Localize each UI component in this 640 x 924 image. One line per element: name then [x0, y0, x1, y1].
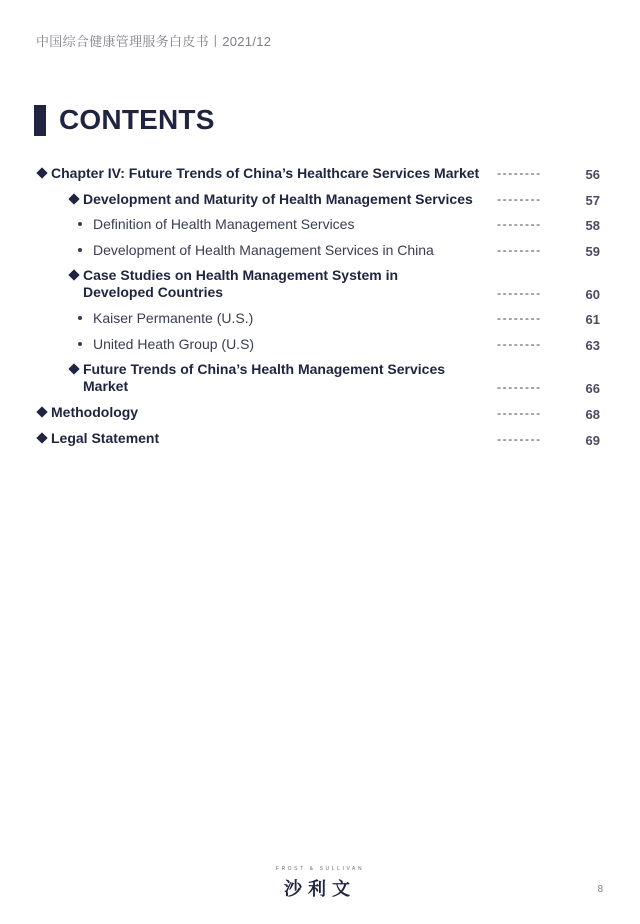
toc-entry[interactable]: [76, 336, 254, 353]
toc-page-number: 69: [585, 433, 600, 448]
logo-chinese-text: 沙利文: [284, 879, 356, 899]
diamond-bullet-icon: [36, 406, 47, 417]
toc-entry-text: United Heath Group (U.S): [93, 336, 255, 352]
toc-entry-text: Case Studies on Health Management System in Developed Countries: [83, 267, 399, 300]
diamond-bullet-icon: [68, 193, 79, 204]
dot-bullet-icon: [78, 248, 82, 252]
contents-heading: [34, 104, 215, 136]
toc-entry[interactable]: [68, 267, 468, 301]
toc-leader: --------: [497, 217, 542, 231]
frost-sullivan-logo: [0, 866, 640, 901]
page-number: 8: [597, 884, 603, 895]
toc-entry-text: Chapter IV: Future Trends of China’s Healthcare Services Market: [51, 165, 480, 181]
toc-entry-text: Methodology: [51, 404, 139, 420]
toc-entry-text: Legal Statement: [51, 430, 160, 446]
toc-leader: --------: [497, 337, 542, 351]
page-title: CONTENTS: [59, 104, 215, 135]
toc-page-number: 63: [585, 338, 600, 353]
toc-entry[interactable]: [36, 165, 479, 182]
toc-entry[interactable]: [68, 191, 473, 208]
diamond-bullet-icon: [36, 432, 47, 443]
diamond-bullet-icon: [68, 363, 79, 374]
toc-entry-text: Development of Health Management Services in China: [93, 242, 434, 258]
toc-leader: --------: [497, 380, 542, 394]
toc-leader: --------: [497, 406, 542, 420]
toc-entry-text: Development and Maturity of Health Management Services: [83, 191, 473, 207]
diamond-bullet-icon: [68, 269, 79, 280]
toc-entry[interactable]: [76, 242, 434, 259]
toc-leader: --------: [497, 166, 542, 180]
toc-page-number: 68: [585, 407, 600, 422]
toc-entry[interactable]: [36, 430, 159, 447]
toc-leader: --------: [497, 286, 542, 300]
toc-entry-text: Future Trends of China’s Health Management Services Market: [83, 361, 446, 394]
toc-entry[interactable]: [36, 404, 138, 421]
toc-page-number: 58: [585, 218, 600, 233]
toc-page-number: 56: [585, 167, 600, 182]
toc-entry[interactable]: [68, 361, 448, 395]
toc-leader: --------: [497, 432, 542, 446]
toc-page-number: 61: [585, 312, 600, 327]
toc-entry[interactable]: [76, 310, 253, 327]
toc-page-number: 57: [585, 193, 600, 208]
toc-leader: --------: [497, 243, 542, 257]
dot-bullet-icon: [78, 222, 82, 226]
title-accent-bar: [34, 105, 46, 136]
logo-english-text: FROST & SULLIVAN: [275, 866, 365, 872]
toc-page-number: 66: [585, 381, 600, 396]
toc-leader: --------: [497, 311, 542, 325]
diamond-bullet-icon: [36, 167, 47, 178]
toc-page-number: 59: [585, 244, 600, 259]
toc-entry-text: Kaiser Permanente (U.S.): [93, 310, 254, 326]
toc-page-number: 60: [585, 287, 600, 302]
dot-bullet-icon: [78, 342, 82, 346]
document-header: 中国综合健康管理服务白皮书丨2021/12: [36, 34, 272, 49]
toc-leader: --------: [497, 192, 542, 206]
toc-entry[interactable]: [76, 216, 354, 233]
dot-bullet-icon: [78, 316, 82, 320]
toc-entry-text: Definition of Health Management Services: [93, 216, 355, 232]
